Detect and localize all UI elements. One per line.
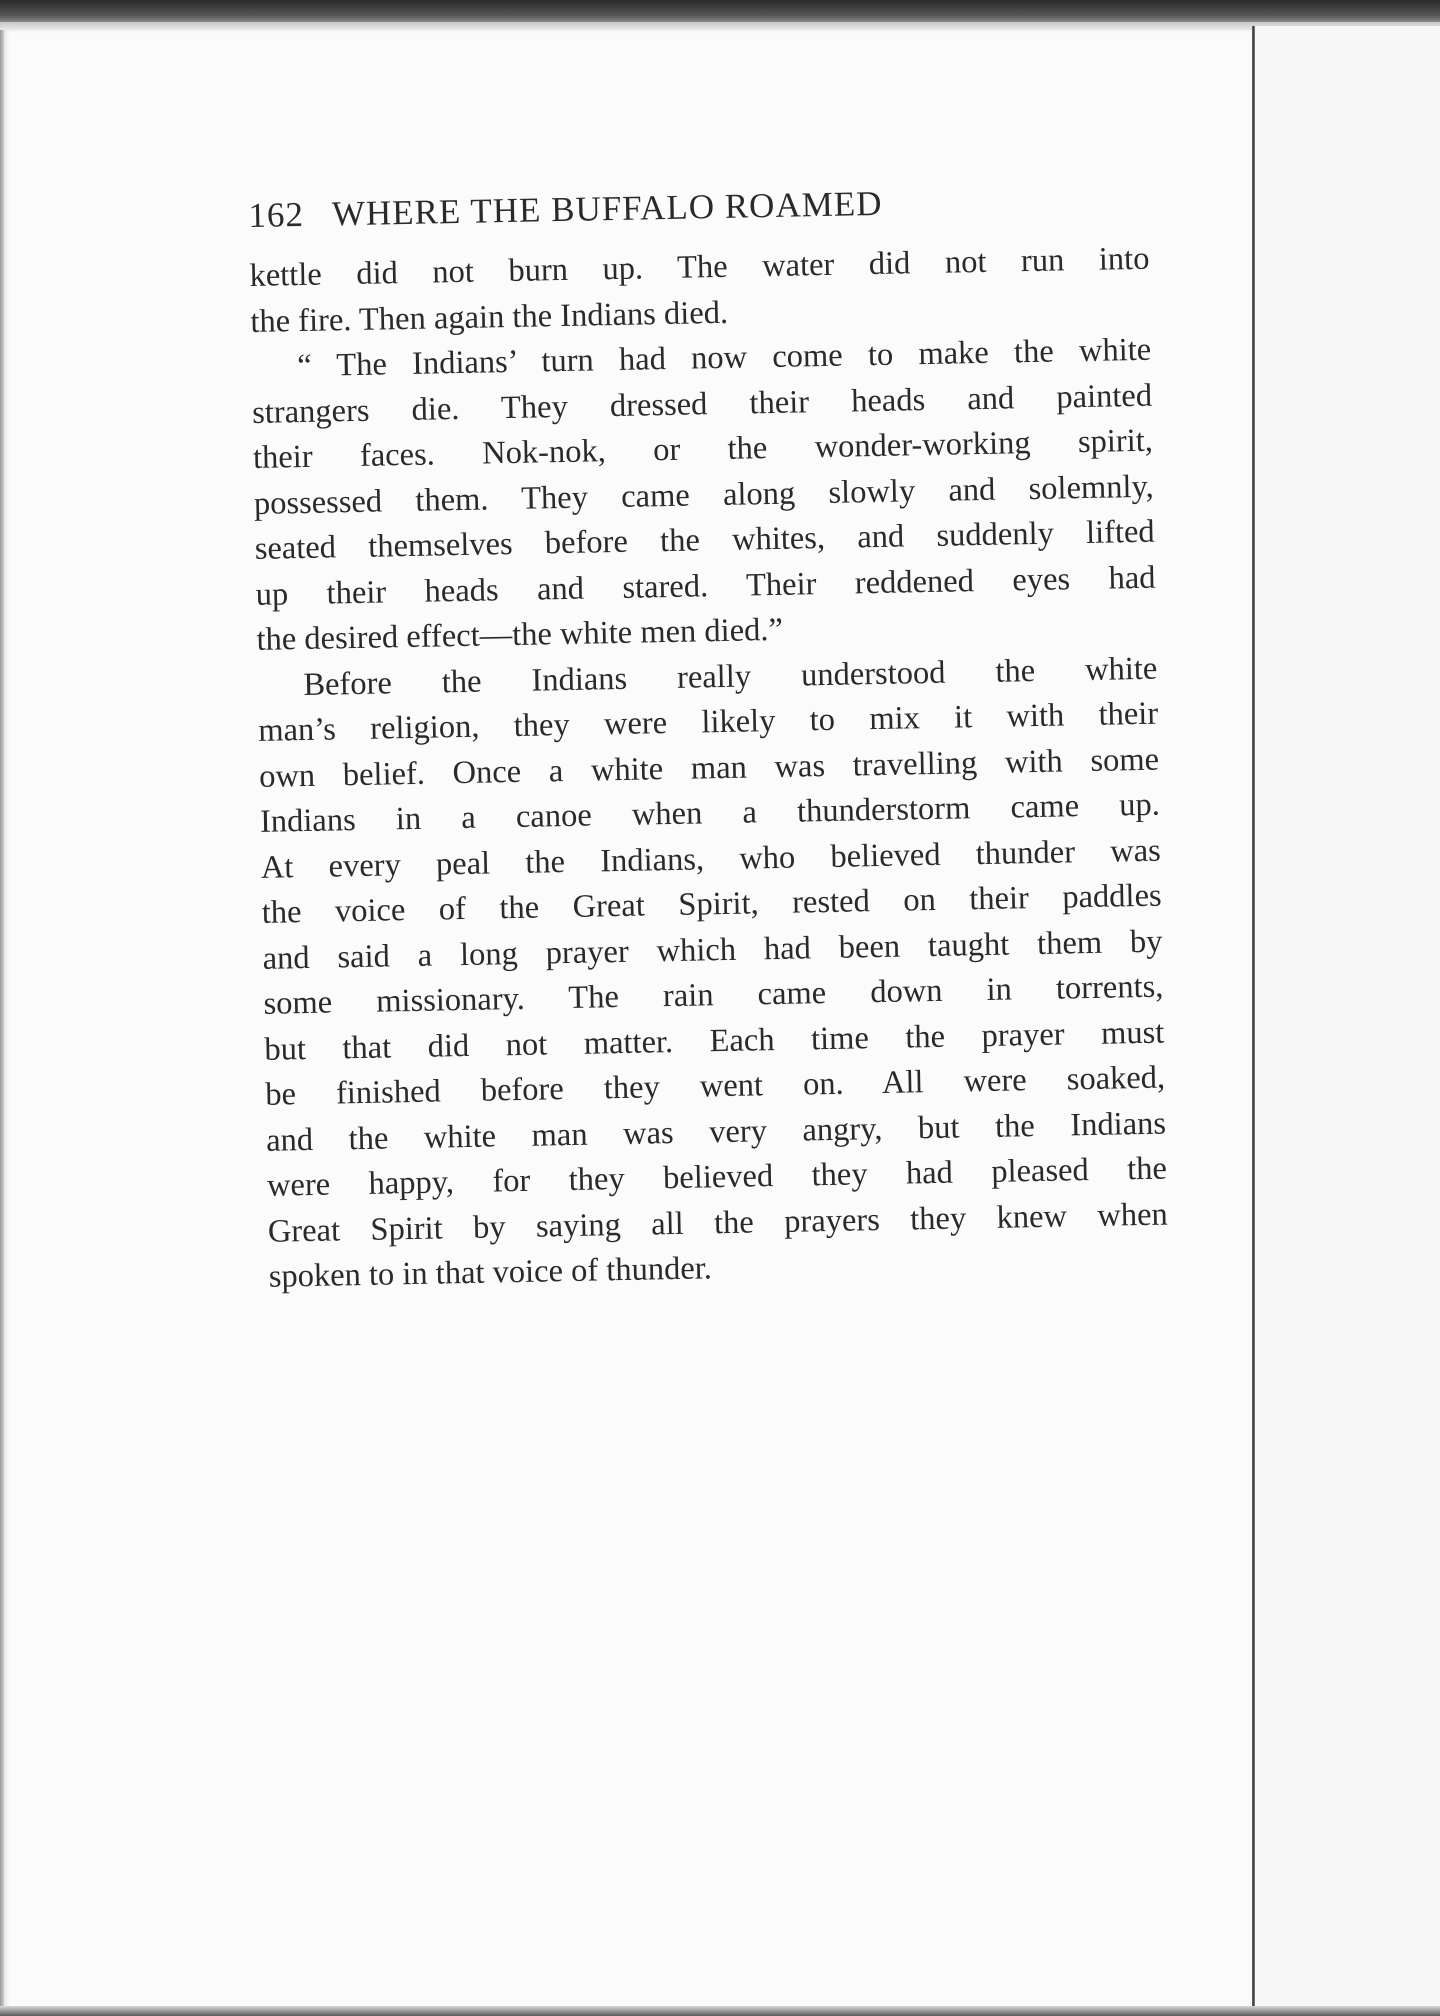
text-line: own belief. Once a white man was travelling with some xyxy=(258,741,1160,795)
text-line: were happy, for they believed they had pleased the xyxy=(266,1150,1168,1204)
text-line: and said a long prayer which had been taught them by xyxy=(262,923,1163,977)
text-line: possessed them. They came along slowly and solemnly, xyxy=(253,468,1155,522)
scan-bottom-edge xyxy=(0,2006,1440,2016)
text-line: man’s religion, they were likely to mix it with their xyxy=(257,695,1159,749)
text-line: Indians in a canoe when a thunderstorm came up. xyxy=(259,786,1161,840)
text-line: Before the Indians really understood the white xyxy=(303,650,1158,703)
text-line: Great Spirit by saying all the prayers they knew when xyxy=(267,1196,1169,1250)
text-line: but that did not matter. Each time the prayer must xyxy=(264,1014,1165,1068)
facing-page-strip xyxy=(1255,26,1440,2016)
scan-top-edge xyxy=(0,0,1440,22)
text-line: spoken to in that voice of thunder. xyxy=(268,1250,713,1295)
text-line: and the white man was very angry, but the Indians xyxy=(265,1105,1167,1159)
text-line: kettle did not burn up. The water did not run into xyxy=(249,240,1150,294)
paragraph-2 xyxy=(251,328,1157,664)
text-line: At every peal the Indians, who believed thunder was xyxy=(260,832,1162,886)
paragraph-1 xyxy=(249,237,1151,345)
text-line: “ The Indians’ turn had now come to make the white xyxy=(296,331,1152,385)
page-number: 162 xyxy=(248,194,305,235)
text-line: up their heads and stared. Their reddened eyes had xyxy=(255,559,1156,613)
page-text-block xyxy=(248,179,1169,1301)
text-line: their faces. Nok-nok, or the wonder-working spirit, xyxy=(252,422,1154,476)
text-line: be finished before they went on. All were soaked, xyxy=(264,1059,1166,1113)
text-line: the desired effect—the white men died.” xyxy=(256,611,784,658)
text-line: some missionary. The rain came down in torrents, xyxy=(263,968,1164,1022)
text-line: strangers die. They dressed their heads and painted xyxy=(251,377,1153,431)
paragraph-3 xyxy=(257,646,1169,1300)
text-line: the voice of the Great Spirit, rested on their paddles xyxy=(261,877,1162,931)
text-line: the fire. Then again the Indians died. xyxy=(250,294,729,340)
text-line: seated themselves before the whites, and suddenly lifted xyxy=(254,513,1155,567)
running-title: WHERE THE BUFFALO ROAMED xyxy=(331,183,883,234)
